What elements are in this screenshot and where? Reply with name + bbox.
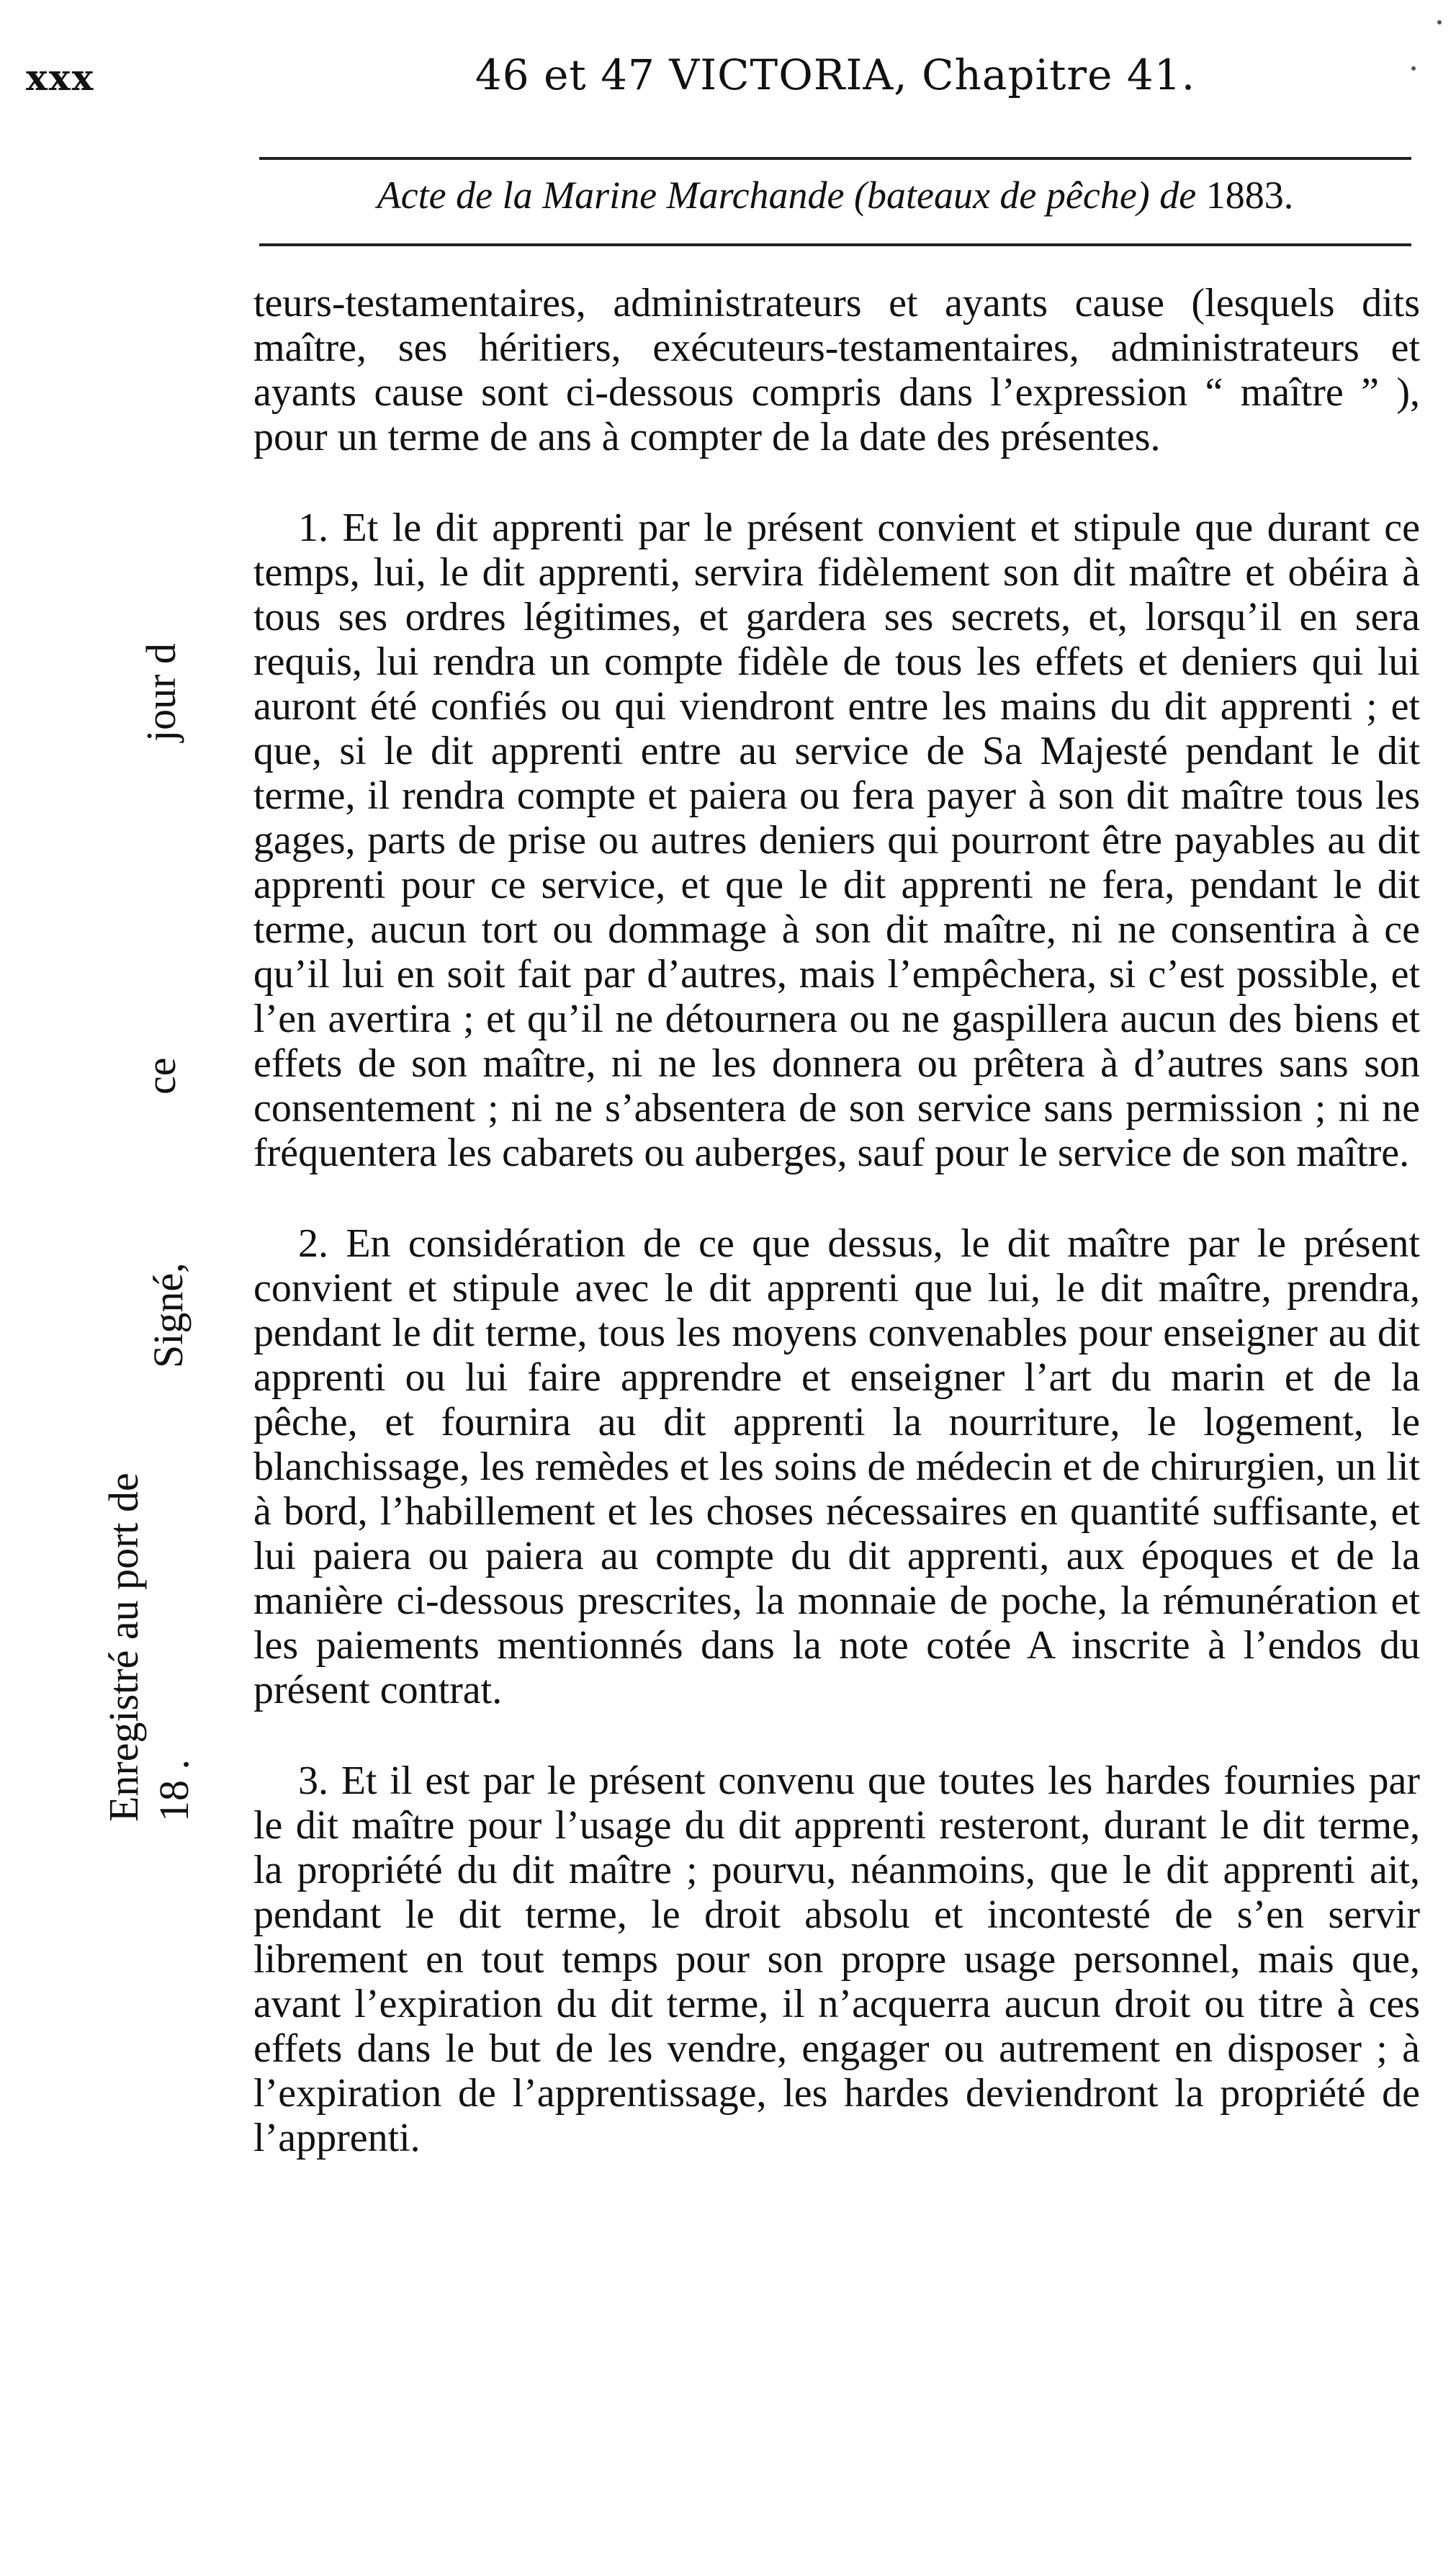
header-rule-top: [259, 157, 1411, 160]
margin-note-year: 18 .: [150, 1759, 197, 1822]
act-title: [259, 173, 1411, 217]
page-number: xxx: [26, 56, 95, 99]
paragraph-continuation: teurs-testamentaires, administrateurs et ayants cause (lesquels dits maître, ses héritiers, exécuteurs-testamentaires, administrateurs et ayants cause sont ci-dessous compris dans l’expression “ maître ” ), pour un terme de ans à compter de la date des présentes.: [253, 281, 1420, 459]
print-speck: [1411, 66, 1416, 71]
margin-notes: [86, 569, 202, 1822]
print-speck: [1437, 20, 1442, 24]
running-head: 46 et 47 VICTORIA, Chapitre 41.: [475, 50, 1196, 99]
margin-note-jour: jour d: [138, 643, 184, 742]
header-rule-bottom: [259, 243, 1411, 246]
act-title-year: 1883.: [1205, 174, 1294, 217]
paragraph-clause-3: 3. Et il est par le présent convenu que toutes les hardes fournies par le dit maître pour l’usage du dit apprenti resteront, durant le dit terme, la propriété du dit maître ; pourvu, néanmoins, que le dit apprenti ait, pendant le dit terme, le droit absolu et incontesté de s’en servir librement en tout temps pour son propre usage personnel, mais que, avant l’expiration du dit terme, il n’acquerra aucun droit ou titre à ces effets dans le but de les vendre, engager ou autrement en disposer ; à l’expiration de l’apprentissage, les hardes deviendront la propriété de l’apprenti.: [253, 1758, 1420, 2160]
act-title-text: Acte de la Marine Marchande (bateaux de pêche) de: [377, 174, 1197, 217]
margin-note-ce: ce: [138, 1057, 184, 1095]
margin-note-enregistre: Enregistré au port de: [100, 1473, 147, 1822]
paragraph-clause-2: 2. En considération de ce que dessus, le dit maître par le présent convient et stipule avec le dit apprenti que lui, le dit maître, prendra, pendant le dit terme, tous les moyens convenables pour enseigner au dit apprenti ou lui faire apprendre et enseigner l’art du marin et de la pêche, et fournira au dit apprenti la nourriture, le logement, le blanchissage, les remèdes et les soins de médecin et de chirurgien, un lit à bord, l’habillement et les choses nécessaires en quantité suffisante, et lui paiera ou paiera au compte du dit apprenti, aux époques et de la manière ci-dessous prescrites, la monnaie de poche, la rémunération et les paiements mentionnés dans la note cotée A inscrite à l’endos du présent contrat.: [253, 1221, 1420, 1712]
margin-note-signe: Signé,: [145, 1262, 192, 1368]
paragraph-clause-1: 1. Et le dit apprenti par le présent convient et stipule que durant ce temps, lui, le dit apprenti, servira fidèlement son dit maître et obéira à tous ses ordres légitimes, et gardera ses secrets, et, lorsqu’il en sera requis, lui rendra un compte fidèle de tous les effets et deniers qui lui auront été confiés ou qui viendront entre les mains du dit apprenti ; et que, si le dit apprenti entre au service de Sa Majesté pendant le dit terme, il rendra compte et paiera ou fera payer à son dit maître tous les gages, parts de prise ou autres deniers qui pourront être payables au dit apprenti pour ce service, et que le dit apprenti ne fera, pendant le dit terme, aucun tort ou dommage à son dit maître, ni ne consentira à ce qu’il lui en soit fait par d’autres, mais l’empêchera, si c’est possible, et l’en avertira ; et qu’il ne détournera ou ne gaspillera aucun des biens et effets de son maître, ni ne les donnera ou prêtera à d’autres sans son consentement ; ni ne s’absentera de son service sans permission ; ni ne fréquentera les cabarets ou auberges, sauf pour le service de son maître.: [253, 506, 1420, 1175]
body-text: [253, 281, 1420, 2206]
